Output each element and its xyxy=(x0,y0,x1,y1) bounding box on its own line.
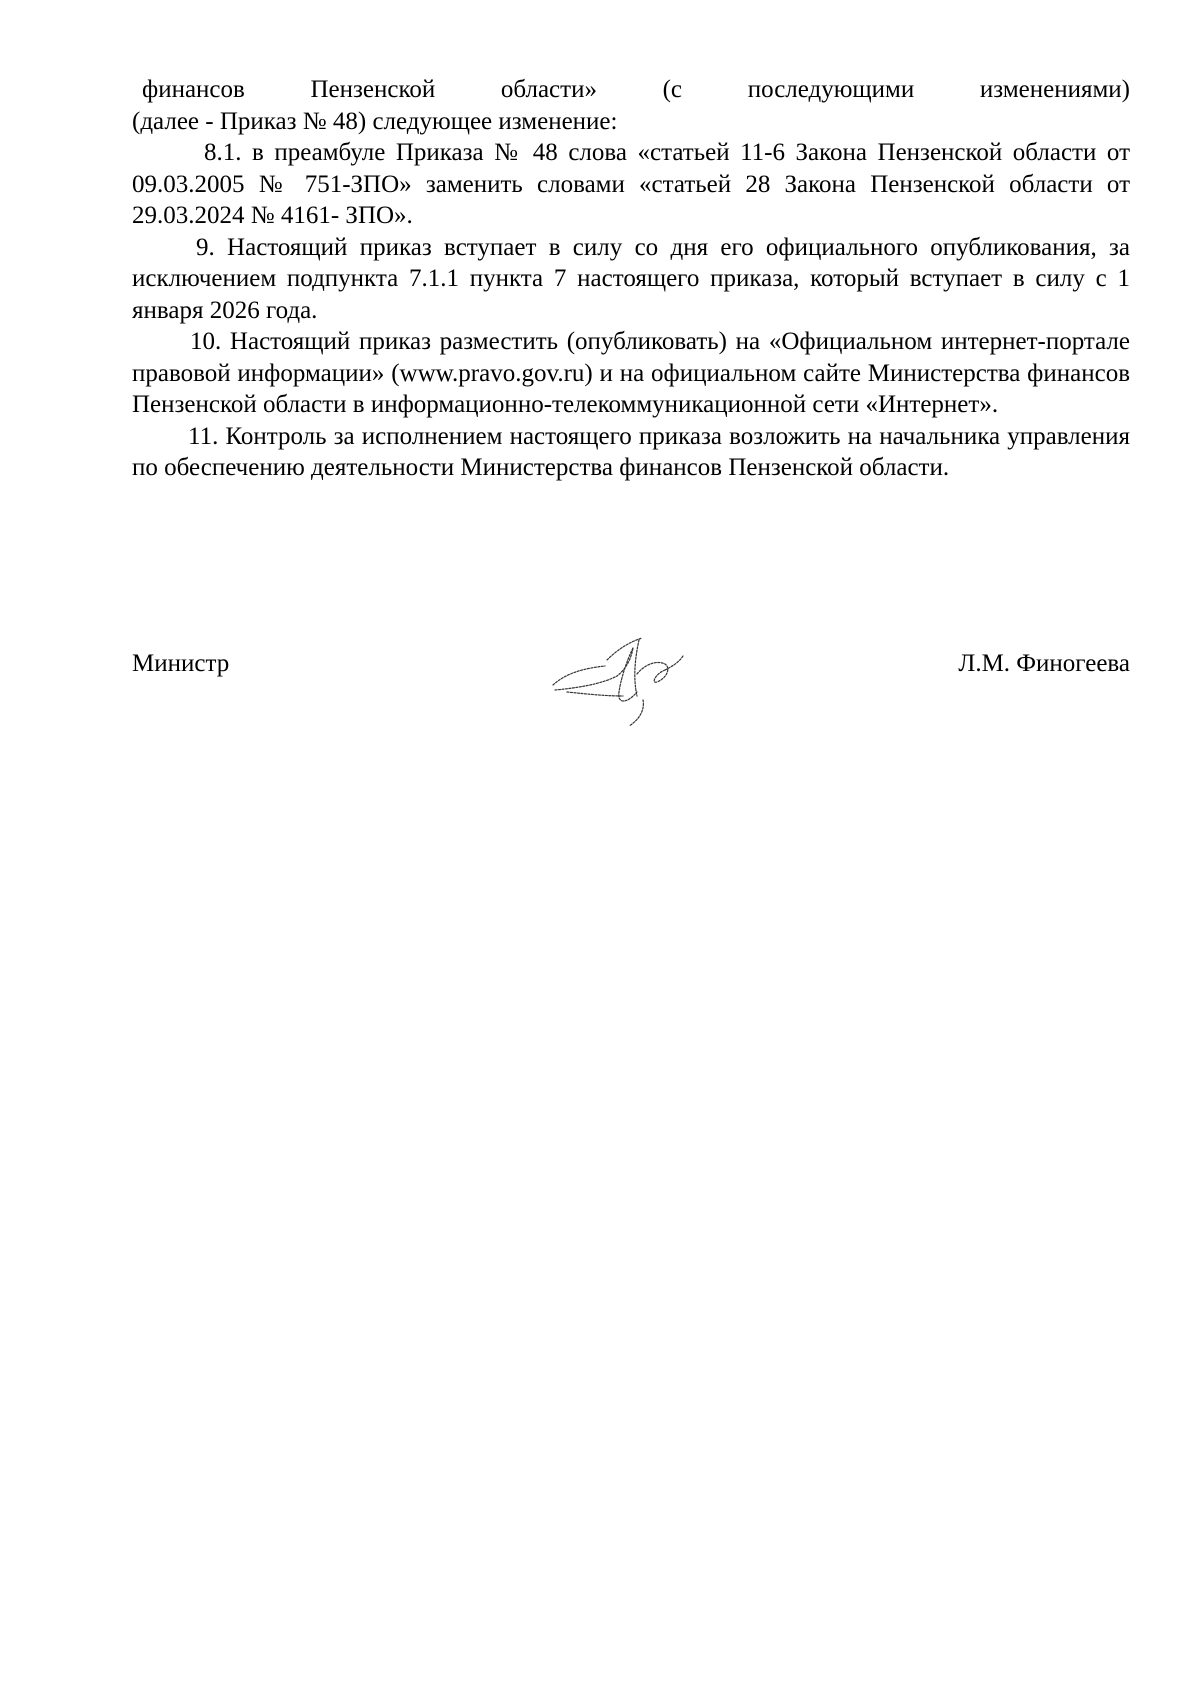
paragraph-item-11: 11. Контроль за исполнением настоящего приказа возложить на начальника управления по обеспечению деятельности Министерства финансов Пензенской области. xyxy=(132,422,1130,481)
signatory-title: Министр xyxy=(132,650,230,677)
paragraph-item-8-1: 8.1. в преамбуле Приказа № 48 слова «статьей 11-6 Закона Пензенской области от 09.03.2005 № 751-ЗПО» заменить словами «статьей 28 Закона Пензенской области от 29.03.2024 № 4161- ЗПО». xyxy=(132,139,1130,229)
paragraph-continuation: финансов Пензенской области» (с последующими изменениями) xyxy=(142,76,1130,103)
paragraph-item-10: 10. Настоящий приказ разместить (опубликовать) на «Официальном интернет-портале правовой информации» (www.pravo.gov.ru) и на официальном сайте Министерства финансов Пензенской области в информационно-телекоммуникационной сети «Интернет». xyxy=(132,328,1130,418)
handwritten-signature xyxy=(547,630,697,730)
signatory-name: Л.М. Финогеева xyxy=(958,650,1130,677)
paragraph-item-9: 9. Настоящий приказ вступает в силу со дня его официального опубликования, за исключением подпункта 7.1.1 пункта 7 настоящего приказа, который вступает в силу с 1 января 2026 года. xyxy=(132,233,1130,324)
document-body xyxy=(132,74,1130,484)
signature-block xyxy=(132,644,1130,734)
paragraph-continuation-end: (далее - Приказ № 48) следующее изменение: xyxy=(132,107,618,135)
